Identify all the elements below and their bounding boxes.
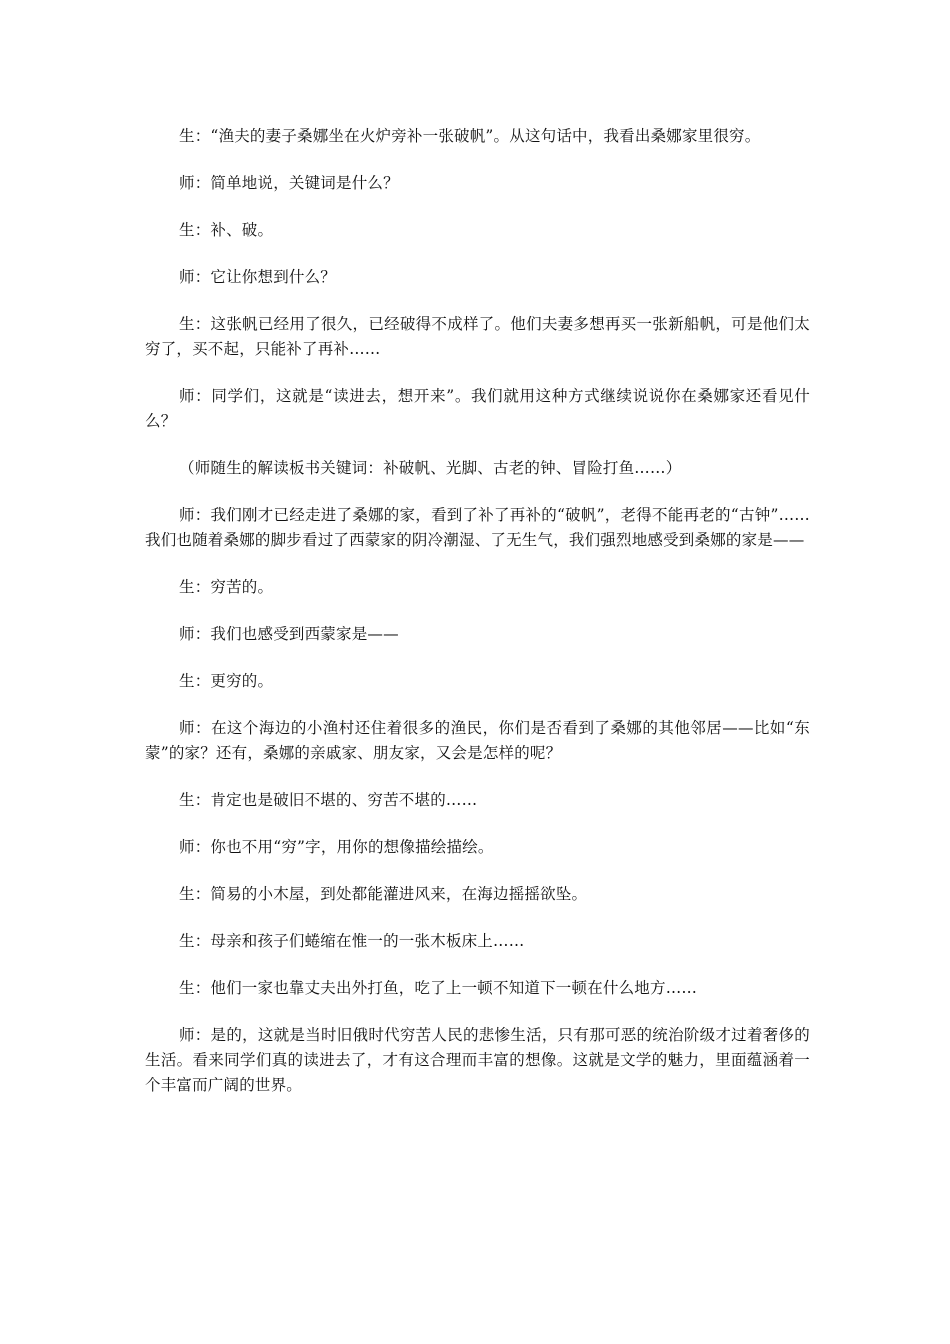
stage-note-paragraph: （师随生的解读板书关键词：补破帆、光脚、古老的钟、冒险打鱼……） [179,459,682,477]
dialogue-paragraph: 生：他们一家也靠丈夫出外打鱼，吃了上一顿不知道下一顿在什么地方…… [179,979,698,997]
dialogue-paragraph: 生：补、破。 [179,221,274,239]
dialogue-paragraph: 师：它让你想到什么？ [179,268,337,286]
dialogue-paragraph: 师：在这个海边的小渔村还住着很多的渔民，你们是否看到了桑娜的其他邻居——比如“东蒙”的家？还有，桑娜的亲戚家、朋友家，又会是怎样的呢？ [145,719,810,762]
dialogue-paragraph: 师：同学们，这就是“读进去，想开来”。我们就用这种方式继续说说你在桑娜家还看见什么？ [145,387,810,430]
dialogue-paragraph: 师：我们也感受到西蒙家是—— [179,625,399,643]
dialogue-paragraph: 生：母亲和孩子们蜷缩在惟一的一张木板床上…… [179,932,525,950]
dialogue-paragraph: 生：“渔夫的妻子桑娜坐在火炉旁补一张破帆”。从这句话中，我看出桑娜家里很穷。 [179,127,761,145]
dialogue-paragraph: 生：这张帆已经用了很久，已经破得不成样了。他们夫妻多想再买一张新船帆，可是他们太穷了，买不起，只能补了再补…… [145,315,810,358]
dialogue-paragraph: 生：穷苦的。 [179,578,274,596]
dialogue-paragraph: 生：更穷的。 [179,672,274,690]
dialogue-paragraph: 生：简易的小木屋，到处都能灌进风来，在海边摇摇欲坠。 [179,885,588,903]
dialogue-paragraph: 师：你也不用“穷”字，用你的想像描绘描绘。 [179,838,494,856]
document-body [145,124,810,1120]
dialogue-paragraph: 师：我们刚才已经走进了桑娜的家，看到了补了再补的“破帆”，老得不能再老的“古钟”……我们也随着桑娜的脚步看过了西蒙家的阴冷潮湿、了无生气，我们强烈地感受到桑娜的家是—— [145,506,810,549]
dialogue-paragraph: 生：肯定也是破旧不堪的、穷苦不堪的…… [179,791,478,809]
dialogue-paragraph: 师：简单地说，关键词是什么？ [179,174,399,192]
dialogue-paragraph: 师：是的，这就是当时旧俄时代穷苦人民的悲惨生活，只有那可恶的统治阶级才过着奢侈的生活。看来同学们真的读进去了，才有这合理而丰富的想像。这就是文学的魅力，里面蕴涵着一个丰富而广阔的世界。 [145,1026,810,1094]
